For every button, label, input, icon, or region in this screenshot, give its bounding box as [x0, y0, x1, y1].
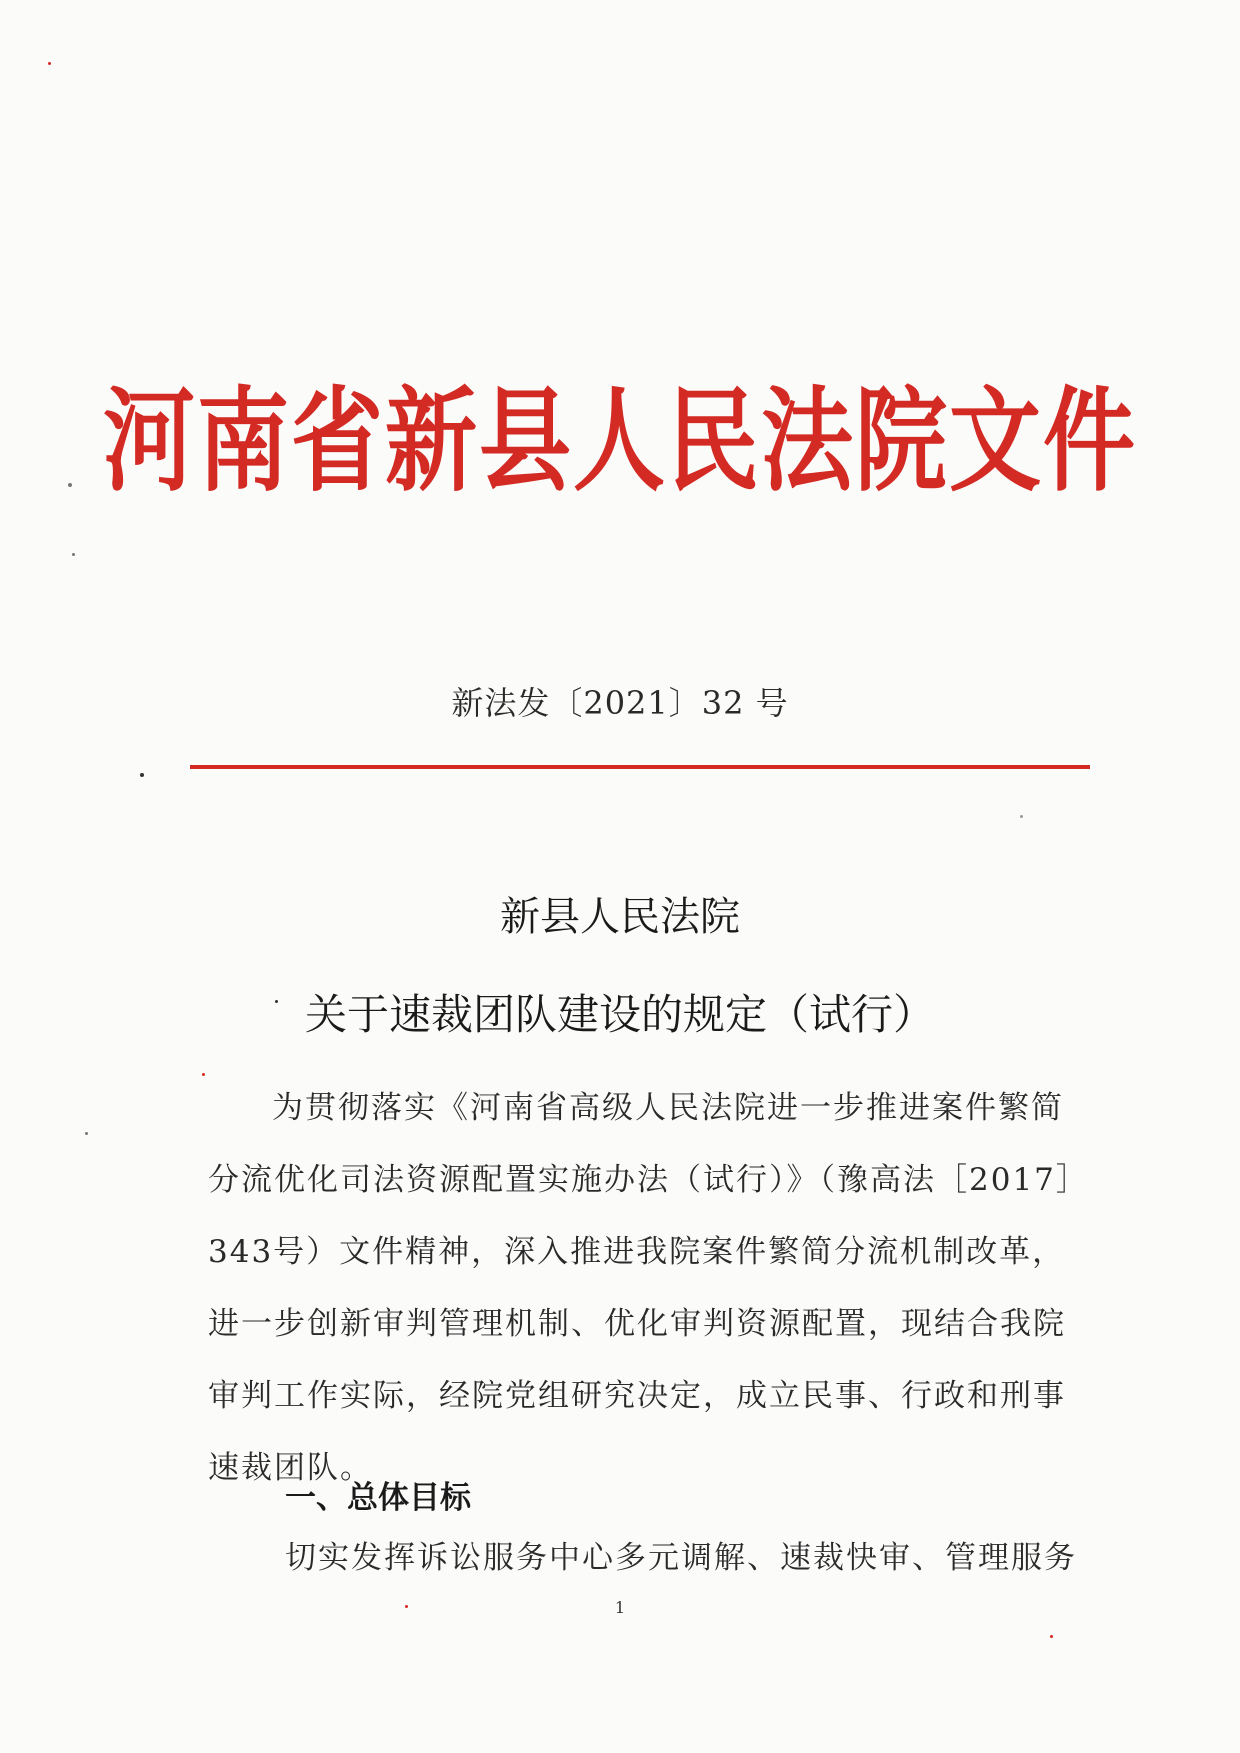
red-divider-line — [190, 765, 1090, 769]
scan-speck — [1050, 1635, 1053, 1638]
scan-speck — [202, 1073, 205, 1076]
section-heading: 一、总体目标 — [285, 1480, 471, 1516]
scan-speck — [48, 62, 51, 65]
scan-speck — [1020, 815, 1023, 818]
scan-speck — [68, 483, 72, 487]
body-paragraph: 为贯彻落实《河南省高级人民法院进一步推进案件繁简分流优化司法资源配置实施办法（试行）》（豫高法［2017］343号）文件精神，深入推进我院案件繁简分流机制改革，进一步创新审判管理机制、优化审判资源配置，现结合我院审判工作实际，经院党组研究决定，成立民事、行政和刑事速裁团队。 — [208, 1090, 1074, 1486]
scan-speck — [85, 1132, 88, 1135]
scan-speck — [72, 553, 75, 556]
page-number: 1 — [614, 1598, 626, 1617]
document-header-title: 河南省新县人民法院文件 — [102, 375, 1137, 507]
scan-speck — [140, 773, 144, 777]
scan-speck — [275, 1000, 278, 1003]
document-number: 新法发〔2021〕32 号 — [451, 684, 789, 722]
scan-speck — [405, 1605, 408, 1608]
body-section — [208, 1072, 1078, 1504]
document-title-subject: 关于速裁团队建设的规定（试行） — [304, 990, 935, 1039]
body-paragraph-continued: 切实发挥诉讼服务中心多元调解、速裁快审、管理服务 — [285, 1540, 1077, 1576]
document-title-issuer: 新县人民法院 — [500, 894, 740, 940]
